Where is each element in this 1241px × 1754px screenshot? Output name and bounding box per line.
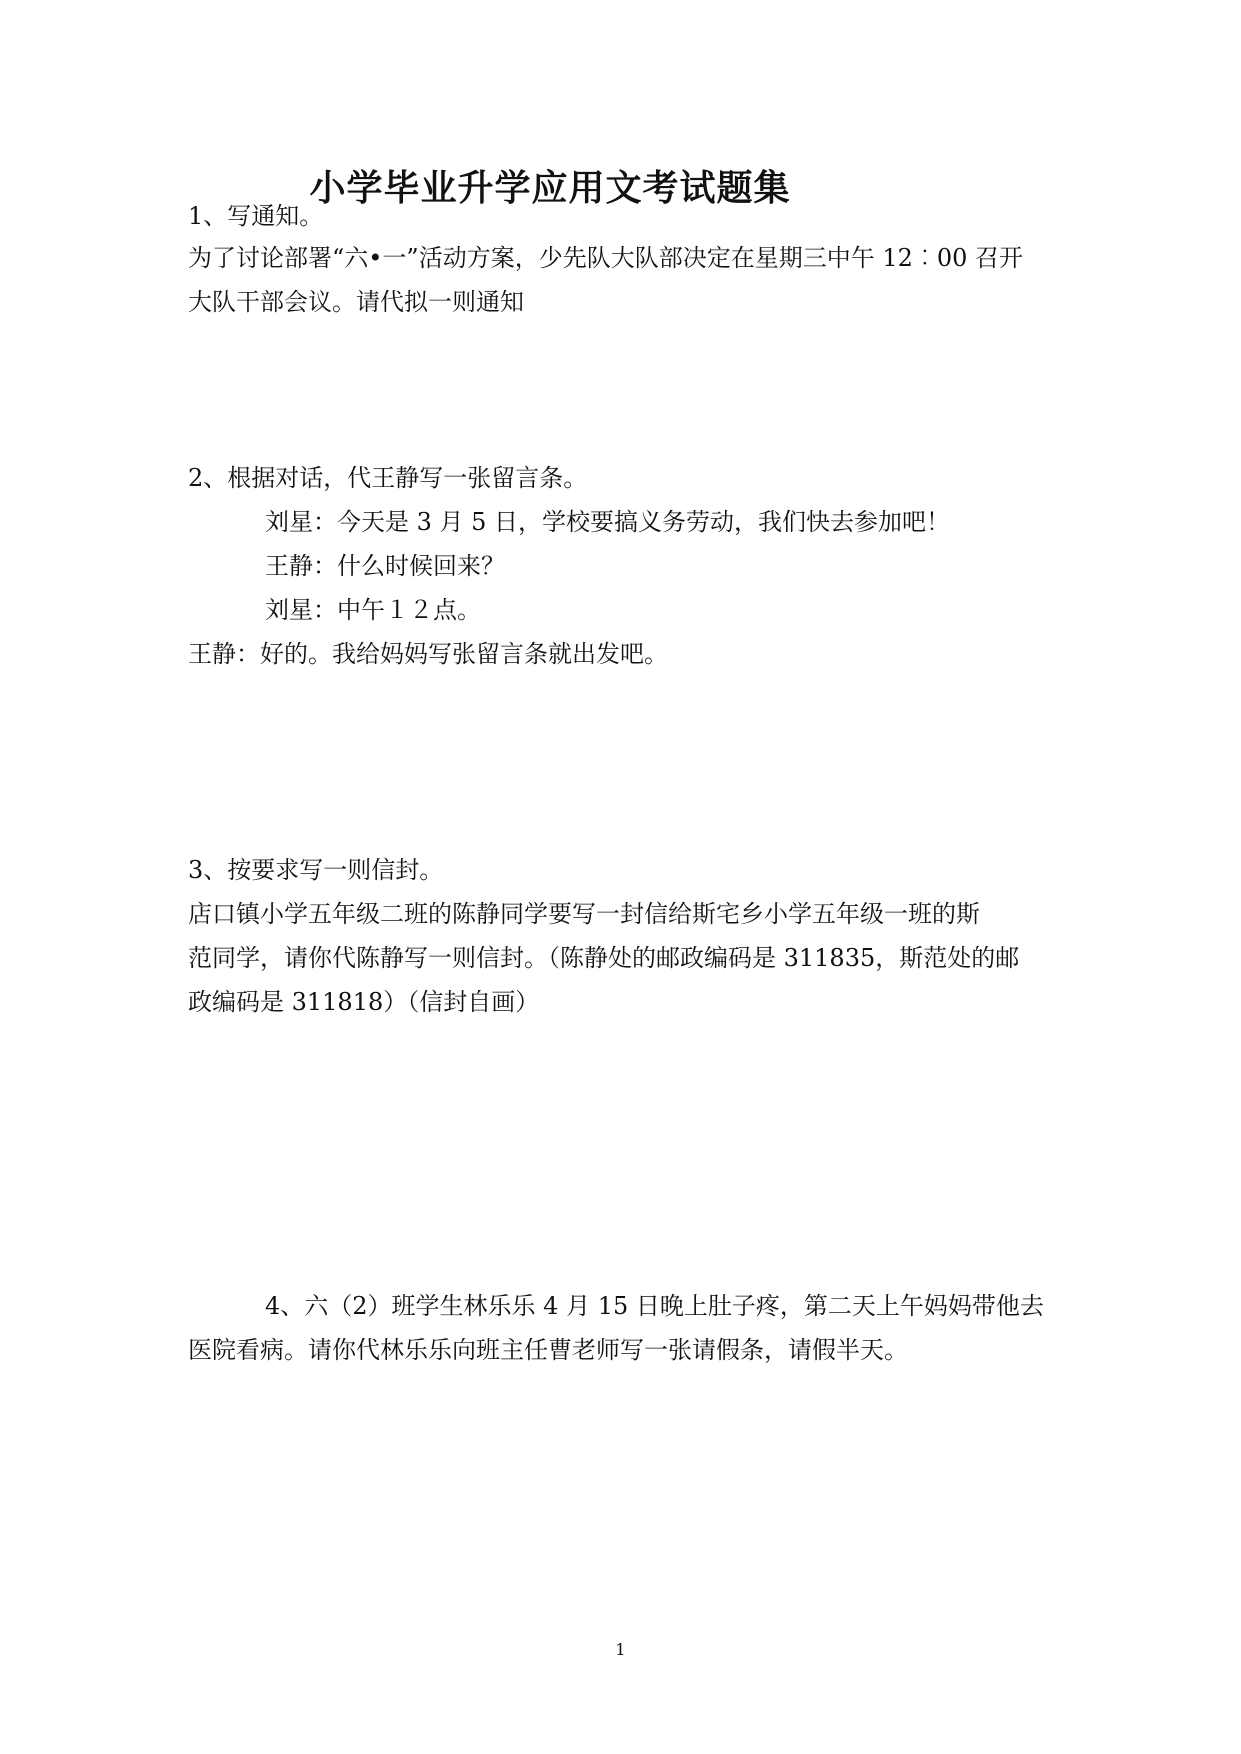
- q1-heading: 1、写通知。: [188, 202, 324, 230]
- q2-last-line: 王静：好的。我给妈妈写张留言条就出发吧。: [188, 640, 668, 668]
- q4-line-2: 医院看病。请你代林乐乐向班主任曹老师写一张请假条，请假半天。: [188, 1336, 908, 1364]
- q2-dialogue-line-3: 刘星：中午１２点。: [265, 596, 481, 624]
- q2-heading: 2、根据对话，代王静写一张留言条。: [188, 464, 588, 492]
- q4-line-1: 4、六（2）班学生林乐乐 4 月 15 日晚上肚子疼，第二天上午妈妈带他去: [265, 1292, 1044, 1320]
- q1-line-2: 大队干部会议。请代拟一则通知: [188, 288, 524, 316]
- page-number: 1: [615, 1640, 626, 1659]
- q2-dialogue-line-1: 刘星：今天是 3 月 5 日，学校要搞义务劳动，我们快去参加吧！: [265, 508, 951, 536]
- q2-dialogue-line-2: 王静：什么时候回来？: [265, 552, 505, 580]
- q3-heading: 3、按要求写一则信封。: [188, 856, 444, 884]
- q1-line-1: 为了讨论部署“六•一”活动方案，少先队大队部决定在星期三中午 12︰00 召开: [188, 244, 1024, 272]
- document-title: 小学毕业升学应用文考试题集: [309, 167, 791, 209]
- q3-line-1: 店口镇小学五年级二班的陈静同学要写一封信给斯宅乡小学五年级一班的斯: [188, 900, 980, 928]
- q3-line-2: 范同学，请你代陈静写一则信封。（陈静处的邮政编码是 311835，斯范处的邮: [188, 944, 1020, 972]
- q3-line-3: 政编码是 311818）（信封自画）: [188, 988, 540, 1016]
